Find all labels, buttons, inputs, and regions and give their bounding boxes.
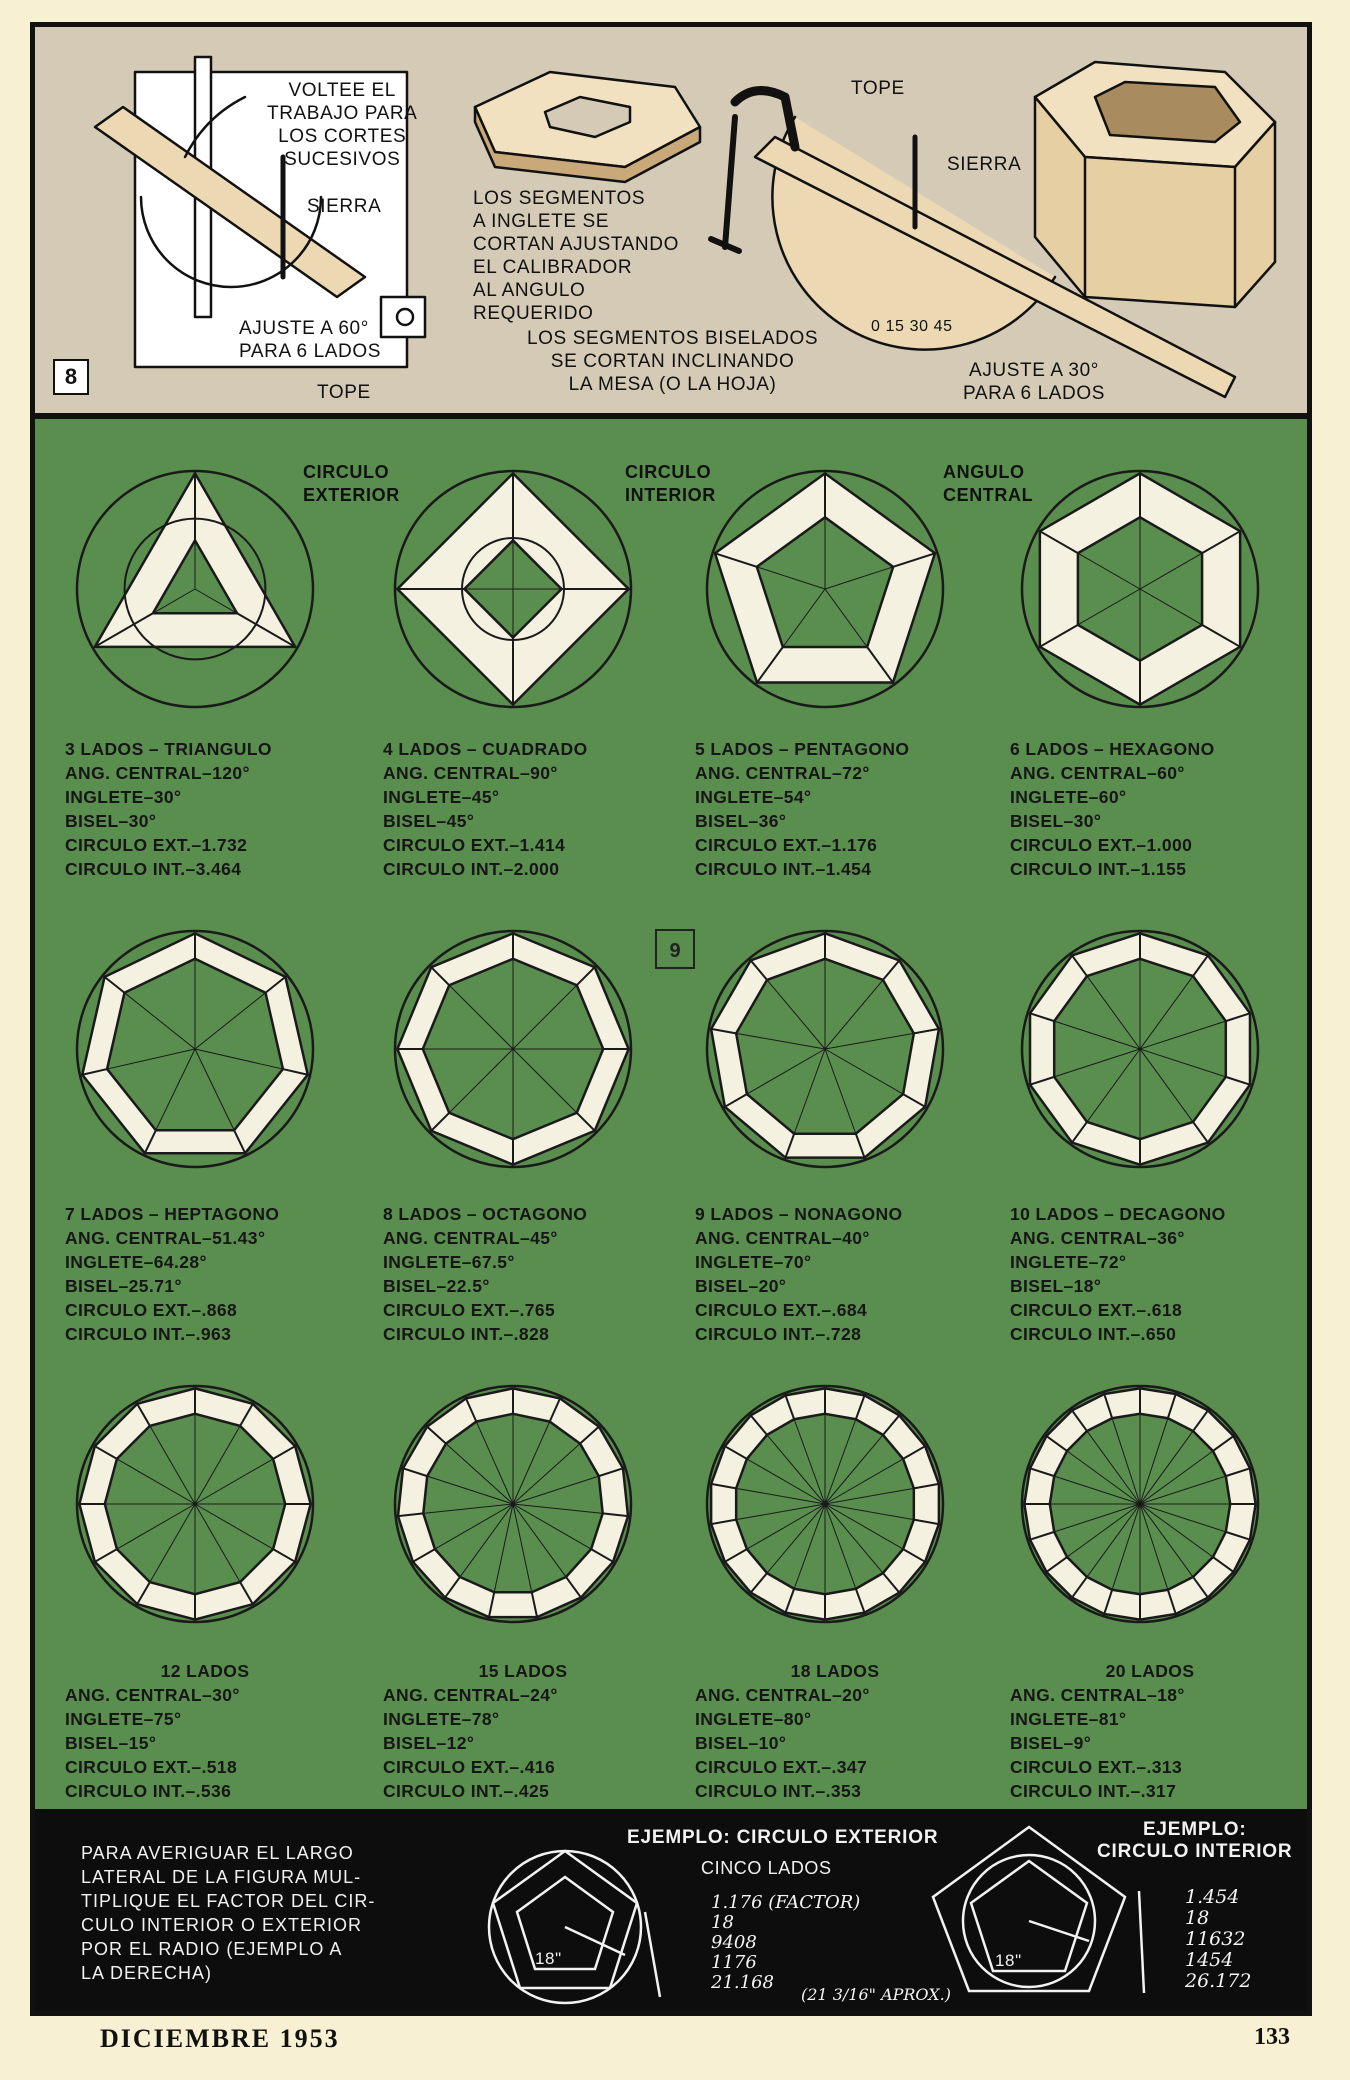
polygon-cell-3 [75,469,375,709]
bevel-angle: BISEL–15° [65,1733,157,1753]
inner-circle-factor: CIRCULO INT.–.425 [383,1781,550,1801]
label-saw-right: SIERRA [947,154,1022,175]
outer-circle-factor: CIRCULO EXT.–1.000 [1010,835,1193,855]
example-exterior-sides: CINCO LADOS [701,1858,832,1878]
central-angle: ANG. CENTRAL–120° [65,763,250,783]
polygon-specs-20 [1010,1659,1290,1803]
polygon-specs-12 [65,1659,345,1803]
polygon-diagram-5 [705,469,945,709]
central-angle: ANG. CENTRAL–60° [1010,763,1185,783]
polygon-diagram-8 [393,929,633,1169]
polygon-diagram-20 [1020,1384,1260,1624]
central-angle: ANG. CENTRAL–36° [1010,1228,1185,1248]
miter-angle: INGLETE–60° [1010,787,1127,807]
inner-circle-factor: CIRCULO INT.–.728 [695,1324,862,1344]
bevel-angle: BISEL–10° [695,1733,787,1753]
polygon-specs-5 [695,737,975,881]
inner-circle-factor: CIRCULO INT.–.650 [1010,1324,1177,1344]
polygon-specs-18 [695,1659,975,1803]
miter-angle: INGLETE–81° [1010,1709,1127,1729]
example-interior-calc: 1.454 18 11632 1454 26.172 [1185,1886,1252,1992]
side-length-instructions: PARA AVERIGUAR EL LARGO LATERAL DE LA FIGURA MUL- TIPLIQUE EL FACTOR DEL CIR- CULO INTERIOR O EXTERIOR POR EL RADIO (EJEMPLO A LA DERECHA) [81,1843,376,1983]
miter-angle: INGLETE–45° [383,787,500,807]
polygon-name: 12 LADOS [160,1661,250,1681]
miter-angle: INGLETE–70° [695,1252,812,1272]
polygon-name: 8 LADOS – OCTAGONO [383,1204,588,1224]
bevel-angle: BISEL–30° [65,811,157,831]
page-frame [30,22,1312,2016]
polygon-name: 10 LADOS – DECAGONO [1010,1204,1226,1224]
label-flip-work: VOLTEE EL TRABAJO PARA LOS CORTES SUCESIVOS [267,80,418,170]
label-stop-left: TOPE [317,382,371,403]
label-stop-right: TOPE [851,78,905,99]
miter-angle: INGLETE–54° [695,787,812,807]
figure-9-number: 9 [655,929,695,969]
polygon-name: 18 LADOS [790,1661,880,1681]
polygon-specs-6 [1010,737,1290,881]
outer-circle-factor: CIRCULO EXT.–.765 [383,1300,556,1320]
inner-circle-factor: CIRCULO INT.–.828 [383,1324,550,1344]
polygon-diagram-9 [705,929,945,1169]
polygon-specs-9 [695,1202,975,1346]
outer-circle-factor: CIRCULO EXT.–1.414 [383,835,566,855]
bevel-angle: BISEL–18° [1010,1276,1102,1296]
outer-circle-factor: CIRCULO EXT.–.518 [65,1757,238,1777]
example-interior-title: EJEMPLO: CIRCULO INTERIOR [1097,1819,1293,1862]
polygon-name: 3 LADOS – TRIANGULO [65,739,272,759]
central-angle: ANG. CENTRAL–18° [1010,1685,1185,1705]
outer-circle-factor: CIRCULO EXT.–.684 [695,1300,868,1320]
polygon-diagram-3 [75,469,315,709]
polygon-diagram-12 [75,1384,315,1624]
inner-circle-factor: CIRCULO INT.–.536 [65,1781,232,1801]
figure-8 [35,27,1307,419]
example-exterior-title: EJEMPLO: CIRCULO EXTERIOR [627,1827,939,1848]
polygon-specs-7 [65,1202,345,1346]
label-saw-left: SIERRA [307,196,382,217]
protractor-right-scale: 0 15 30 45 [871,318,953,335]
polygon-cell-20 [1020,1384,1320,1624]
label-bevel-segments: LOS SEGMENTOS BISELADOS SE CORTAN INCLINANDO LA MESA (O LA HOJA) [527,328,819,395]
polygon-cell-5 [705,469,1005,709]
label-adjust-60: AJUSTE A 60° PARA 6 LADOS [239,318,382,362]
miter-angle: INGLETE–30° [65,787,182,807]
label-outer-circle: CIRCULO EXTERIOR [303,462,400,505]
example-exterior-radius: 18" [535,1949,562,1968]
central-angle: ANG. CENTRAL–20° [695,1685,870,1705]
outer-circle-factor: CIRCULO EXT.–.347 [695,1757,868,1777]
polygon-cell-4 [393,469,693,709]
inner-circle-factor: CIRCULO INT.–2.000 [383,859,560,879]
polygon-specs-4 [383,737,663,881]
polygon-cell-6 [1020,469,1320,709]
bevel-angle: BISEL–9° [1010,1733,1092,1753]
central-angle: ANG. CENTRAL–72° [695,763,870,783]
inner-circle-factor: CIRCULO INT.–.317 [1010,1781,1177,1801]
polygon-diagram-10 [1020,929,1260,1169]
miter-angle: INGLETE–64.28° [65,1252,207,1272]
polygon-cell-8 [393,929,693,1169]
inner-circle-factor: CIRCULO INT.–1.454 [695,859,872,879]
bevel-angle: BISEL–25.71° [65,1276,182,1296]
miter-angle: INGLETE–75° [65,1709,182,1729]
label-inner-circle: CIRCULO INTERIOR [625,462,716,505]
polygon-cell-9 [705,929,1005,1169]
inner-circle-factor: CIRCULO INT.–.963 [65,1324,232,1344]
miter-angle: INGLETE–78° [383,1709,500,1729]
polygon-cell-12 [75,1384,375,1624]
footer-issue-date: DICIEMBRE 1953 [100,2024,340,2053]
label-central-angle: ANGULO CENTRAL [943,462,1034,505]
polygon-name: 15 LADOS [478,1661,568,1681]
bevel-angle: BISEL–12° [383,1733,475,1753]
label-adjust-30: AJUSTE A 30° PARA 6 LADOS [963,360,1106,404]
footer-page-number: 133 [1254,2024,1290,2050]
outer-circle-factor: CIRCULO EXT.–.868 [65,1300,238,1320]
polygon-diagram-7 [75,929,315,1169]
central-angle: ANG. CENTRAL–45° [383,1228,558,1248]
polygon-diagram-15 [393,1384,633,1624]
polygon-name: 4 LADOS – CUADRADO [383,739,588,759]
bevel-angle: BISEL–36° [695,811,787,831]
outer-circle-factor: CIRCULO EXT.–.313 [1010,1757,1183,1777]
outer-circle-factor: CIRCULO EXT.–.416 [383,1757,556,1777]
figure-8-number: 8 [53,359,89,395]
example-exterior-result: (21 3/16" APROX.) [801,1985,951,2004]
central-angle: ANG. CENTRAL–40° [695,1228,870,1248]
example-panel [35,1809,1307,2011]
polygon-specs-10 [1010,1202,1290,1346]
polygon-specs-15 [383,1659,663,1803]
inner-circle-factor: CIRCULO INT.–3.464 [65,859,242,879]
outer-circle-factor: CIRCULO EXT.–1.732 [65,835,248,855]
bevel-angle: BISEL–22.5° [383,1276,490,1296]
central-angle: ANG. CENTRAL–30° [65,1685,240,1705]
central-angle: ANG. CENTRAL–24° [383,1685,558,1705]
polygon-specs-3 [65,737,345,881]
example-interior-radius: 18" [995,1951,1022,1970]
polygon-diagram-4 [393,469,633,709]
polygon-specs-8 [383,1202,663,1346]
polygon-diagram-6 [1020,469,1260,709]
figure-9 [35,419,1307,1809]
label-miter-segments: LOS SEGMENTOS A INGLETE SE CORTAN AJUSTANDO EL CALIBRADOR AL ANGULO REQUERIDO [473,188,679,324]
bevel-angle: BISEL–20° [695,1276,787,1296]
polygon-name: 20 LADOS [1105,1661,1195,1681]
polygon-cell-10 [1020,929,1320,1169]
bevel-angle: BISEL–45° [383,811,475,831]
miter-angle: INGLETE–72° [1010,1252,1127,1272]
central-angle: ANG. CENTRAL–51.43° [65,1228,266,1248]
central-angle: ANG. CENTRAL–90° [383,763,558,783]
inner-circle-factor: CIRCULO INT.–.353 [695,1781,862,1801]
polygon-cell-18 [705,1384,1005,1624]
example-exterior-calc: 1.176 (FACTOR) 18 9408 1176 21.168 [711,1892,861,1993]
miter-angle: INGLETE–67.5° [383,1252,515,1272]
miter-angle: INGLETE–80° [695,1709,812,1729]
polygon-name: 7 LADOS – HEPTAGONO [65,1204,280,1224]
polygon-cell-15 [393,1384,693,1624]
polygon-cell-7 [75,929,375,1169]
outer-circle-factor: CIRCULO EXT.–.618 [1010,1300,1183,1320]
outer-circle-factor: CIRCULO EXT.–1.176 [695,835,878,855]
inner-circle-factor: CIRCULO INT.–1.155 [1010,859,1187,879]
polygon-name: 5 LADOS – PENTAGONO [695,739,910,759]
polygon-name: 9 LADOS – NONAGONO [695,1204,903,1224]
polygon-diagram-18 [705,1384,945,1624]
bevel-angle: BISEL–30° [1010,811,1102,831]
polygon-name: 6 LADOS – HEXAGONO [1010,739,1215,759]
